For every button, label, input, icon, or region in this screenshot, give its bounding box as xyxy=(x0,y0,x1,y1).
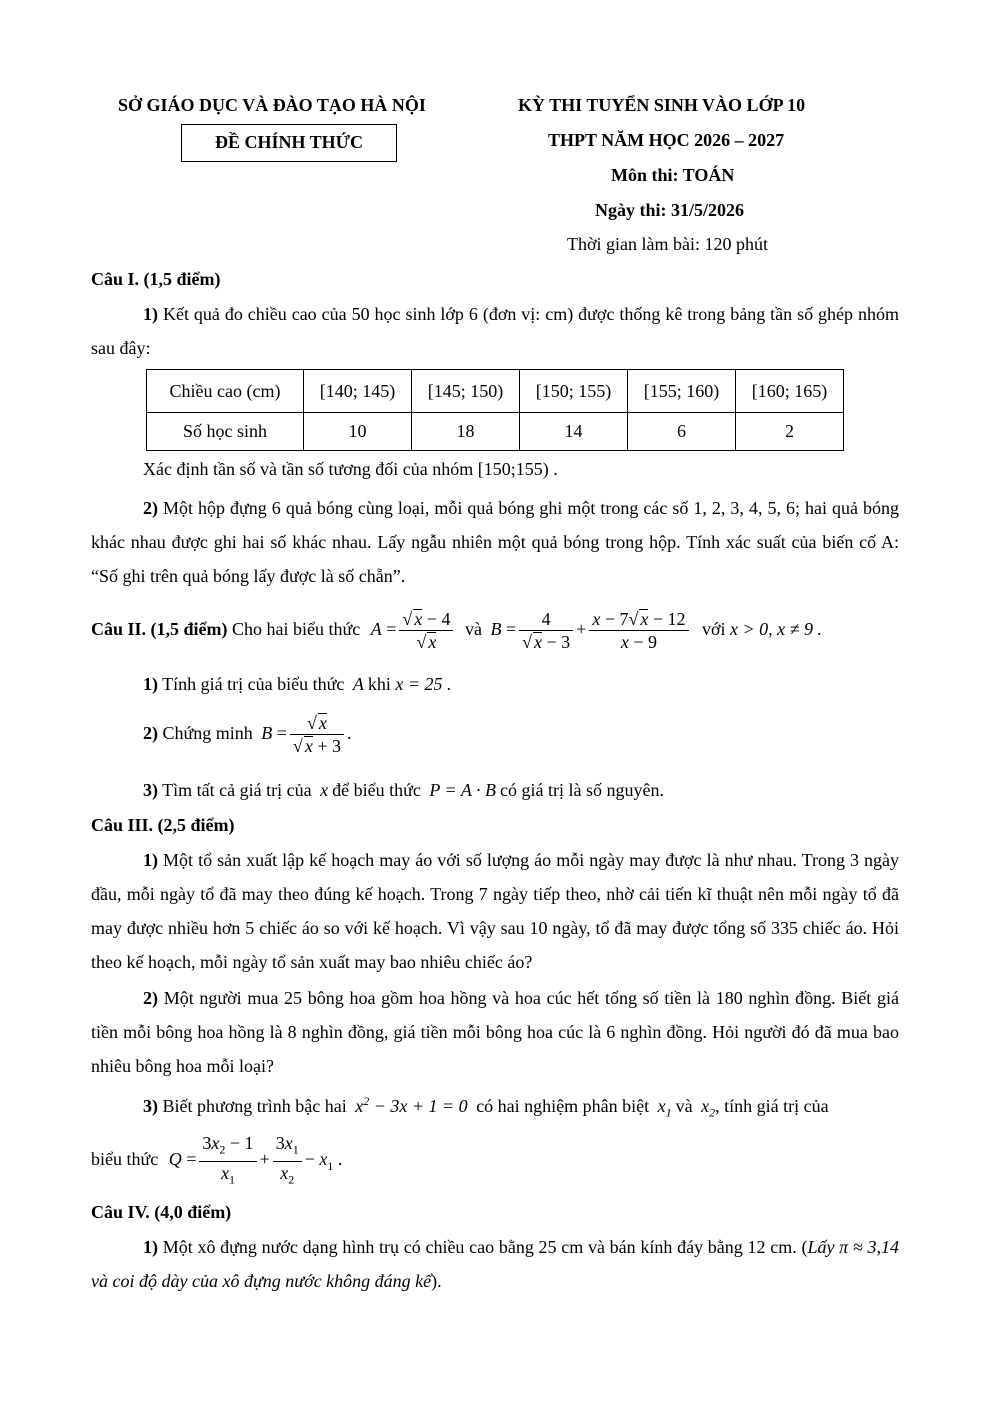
official-label: ĐỀ CHÍNH THỨC xyxy=(181,124,397,162)
exam-date: Ngày thi: 31/5/2026 xyxy=(595,200,745,220)
part-text: Tìm tất cả giá trị của xyxy=(158,780,312,800)
part-number: 1) xyxy=(143,850,158,870)
expression-b-term-1: $\frac{4}{√ x - 3}$ xyxy=(519,608,573,653)
department-name: SỞ GIÁO DỤC VÀ ĐÀO TẠO HÀ NỘI xyxy=(118,95,426,115)
table-count: 18 xyxy=(412,413,520,451)
question-2-title: Câu II. (1,5 điểm) xyxy=(91,619,228,639)
question-3-part-1 xyxy=(91,843,899,979)
conjunction-and: và xyxy=(464,619,482,639)
question-3-part-2 xyxy=(91,981,899,1083)
condition: x > 0, x ≠ 9 . xyxy=(730,619,823,639)
question-1-part-1-task: Xác định tần số và tần số tương đối của nhóm [150;155) . xyxy=(143,459,558,479)
question-3-title: Câu III. (2,5 điểm) xyxy=(91,815,235,835)
condition-with: với xyxy=(702,619,726,639)
table-count: 6 xyxy=(628,413,736,451)
question-1-title: Câu I. (1,5 điểm) xyxy=(91,269,221,289)
part-condition: x = 25 . xyxy=(395,674,452,694)
part-text-end: ). xyxy=(431,1271,442,1291)
expression-b-term-2: $\frac{x - 7√ x - 12}{x - 9}$ xyxy=(589,608,688,653)
question-4-part-1 xyxy=(91,1230,899,1298)
expression-q-term-2: $\frac{3x_1}{x_2}$ xyxy=(273,1132,302,1190)
part-text-2: để biểu thức xyxy=(332,780,421,800)
table-group: [140; 145) xyxy=(304,370,412,413)
frequency-table xyxy=(146,369,844,451)
question-2-intro: Câu II. (1,5 điểm) Cho hai biểu thức A = $\frac{√ x - 4}{√ x}$ và B = $\frac{4}{√ x - 3}$ + $\frac{x - 7√ x - 12}{x - 9}$ với x > 0, x ≠ 9 . xyxy=(91,609,823,653)
part-text-italic-2: và coi độ dày của xô đựng nước không đáng kể xyxy=(91,1271,432,1291)
part-text-2: có hai nghiệm phân biệt xyxy=(476,1096,650,1116)
part-number: 1) xyxy=(143,674,158,694)
part-text-3: có giá trị là số nguyên. xyxy=(500,780,664,800)
exam-duration: Thời gian làm bài: 120 phút xyxy=(567,234,768,254)
part-number: 2) xyxy=(143,498,158,518)
part-number: 3) xyxy=(143,780,158,800)
part-number: 1) xyxy=(143,304,158,324)
table-group: [145; 150) xyxy=(412,370,520,413)
table-header-height: Chiều cao (cm) xyxy=(147,370,304,413)
table-count: 14 xyxy=(520,413,628,451)
table-count: 10 xyxy=(304,413,412,451)
pi-approximation: π ≈ 3,14 xyxy=(839,1237,899,1257)
part-text-4: biểu thức xyxy=(91,1149,159,1170)
table-group: [160; 165) xyxy=(736,370,844,413)
part-text-3: , tính giá trị của xyxy=(715,1096,829,1116)
part-number: 2) xyxy=(143,988,158,1008)
school-year: THPT NĂM HỌC 2026 – 2027 xyxy=(548,130,785,150)
quadratic-equation: $x^2 - 3x + 1 = 0$ xyxy=(355,1094,468,1116)
part-number: 1) xyxy=(143,1237,158,1257)
part-number: 3) xyxy=(143,1096,158,1116)
expression-b-simplified: $\frac{√ x}{√ x + 3}$ xyxy=(290,712,344,757)
part-text: Một xô đựng nước dạng hình trụ có chiều cao bằng 25 cm và bán kính đáy bằng 12 cm. ( xyxy=(158,1237,808,1257)
part-text: Một tổ sản xuất lập kế hoạch may áo với số lượng áo mỗi ngày may được là như nhau. Trong 3 ngày đầu, mỗi ngày tổ đã may theo đúng kế hoạch. Trong 7 ngày tiếp theo, nhờ cải tiến kĩ thuật nên mỗi ngày tổ đã may được nhiều hơn 5 chiếc áo so với kế hoạch. Vì vậy sau 10 ngày, tổ đã may được tổng số 335 chiếc áo. Hỏi theo kế hoạch, mỗi ngày tổ sản xuất may bao nhiêu chiếc áo? xyxy=(91,850,899,972)
part-text: Biết phương trình bậc hai xyxy=(158,1096,347,1116)
table-header-students: Số học sinh xyxy=(147,413,304,451)
question-3-part-3: 3) Biết phương trình bậc hai $x^2 - 3x + 1 = 0$ có hai nghiệm phân biệt $x_1$ và $x_2$, tính giá trị của xyxy=(143,1094,829,1120)
conjunction-and: và xyxy=(675,1096,693,1116)
part-text: Một hộp đựng 6 quả bóng cùng loại, mỗi quả bóng ghi một trong các số 1, 2, 3, 4, 5, 6; hai quả bóng khác nhau được ghi hai số khác nhau. Lấy ngẫu nhiên một quả bóng trong hộp. Tính xác suất của biến cố A: “Số ghi trên quả bóng lấy được là số chẵn”. xyxy=(91,498,899,586)
question-3-part-3-expression: biểu thức Q = $\frac{3x_2 - 1}{x_1}$ + $\frac{3x_1}{x_2}$ − $x_1$ . xyxy=(91,1132,342,1192)
part-text: Tính giá trị của biểu thức xyxy=(158,674,345,694)
table-count: 2 xyxy=(736,413,844,451)
question-1-part-1 xyxy=(91,297,899,365)
question-2-part-1: 1) Tính giá trị của biểu thức A khi x = 25 . xyxy=(143,674,452,694)
part-text-italic: Lấy xyxy=(807,1237,835,1257)
exam-title: KỲ THI TUYỂN SINH VÀO LỚP 10 xyxy=(518,95,806,115)
part-number: 2) xyxy=(143,723,158,743)
part-text-when: khi xyxy=(367,674,391,694)
question-2-part-2: 2) Chứng minh B = $\frac{√ x}{√ x + 3}$ . xyxy=(143,713,352,757)
question-2-intro-text: Cho hai biểu thức xyxy=(227,619,361,639)
part-text: Kết quả đo chiều cao của 50 học sinh lớp 6 (đơn vị: cm) được thống kê trong bảng tần số ghép nhóm sau đây: xyxy=(91,304,899,358)
table-group: [150; 155) xyxy=(520,370,628,413)
part-text: Chứng minh xyxy=(158,723,253,743)
question-4-title: Câu IV. (4,0 điểm) xyxy=(91,1202,232,1222)
question-2-part-3: 3) Tìm tất cả giá trị của x để biểu thức P = A · B có giá trị là số nguyên. xyxy=(143,780,664,800)
expression-q-term-1: $\frac{3x_2 - 1}{x_1}$ xyxy=(199,1132,256,1190)
expression-a: $\frac{√ x - 4}{√ x}$ xyxy=(399,608,453,653)
part-text: Một người mua 25 bông hoa gồm hoa hồng và hoa cúc hết tổng số tiền là 180 nghìn đồng. Biết giá tiền mỗi bông hoa hồng là 8 nghìn đồng, giá tiền mỗi bông hoa cúc là 6 nghìn đồng. Hỏi người đó đã mua bao nhiêu bông hoa mỗi loại? xyxy=(91,988,899,1076)
table-group: [155; 160) xyxy=(628,370,736,413)
question-1-part-2 xyxy=(91,491,899,593)
subject: Môn thi: TOÁN xyxy=(611,165,735,185)
expression-p: P = A · B xyxy=(429,780,496,800)
